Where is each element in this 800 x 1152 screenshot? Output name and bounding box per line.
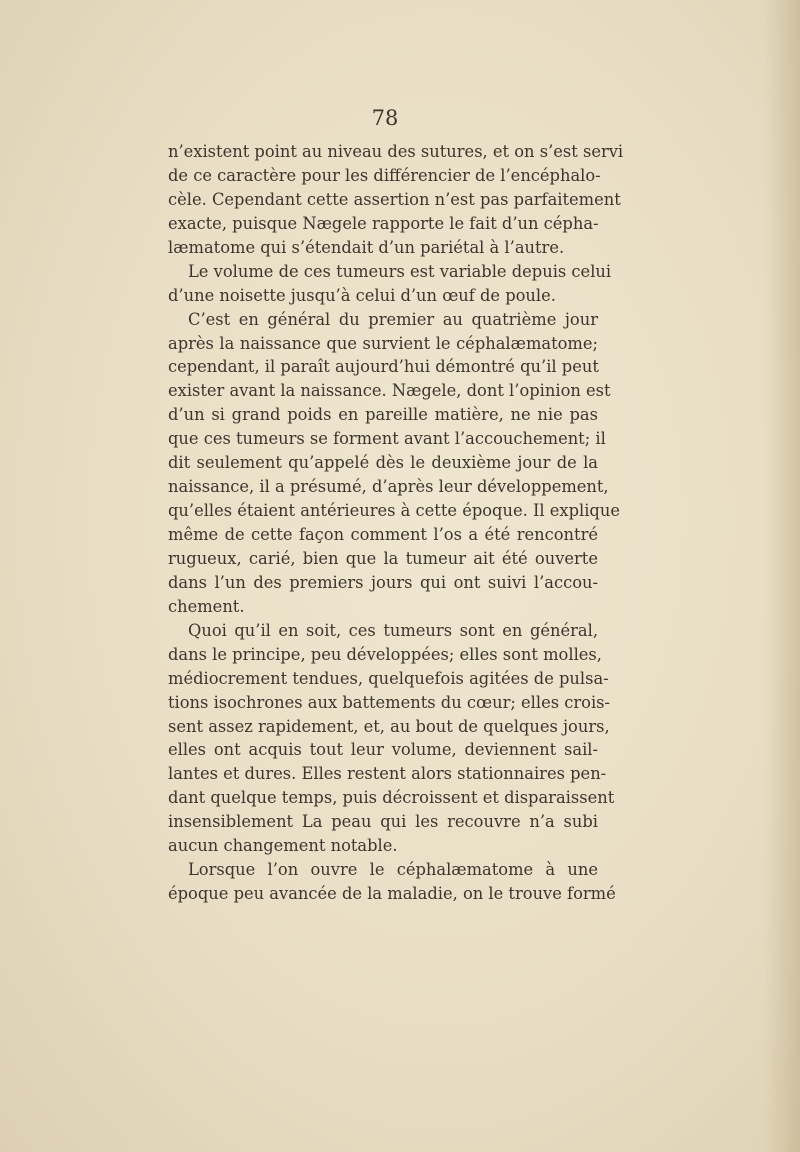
body-text — [168, 140, 624, 906]
text-line: de ce caractère pour les différencier de l’encéphalo- — [168, 165, 601, 185]
text-line: elles ont acquis tout leur volume, deviennent sail- — [168, 740, 598, 760]
text-line: d’une noisette jusqu’à celui d’un œuf de poule. — [168, 285, 556, 305]
text-line: dans le principe, peu développées; elles sont molles, — [168, 644, 602, 664]
text-line: rugueux, carié, bien que la tumeur ait été ouverte — [168, 548, 598, 568]
text-line: cependant, il paraît aujourd’hui démontré qu’il peut — [168, 357, 599, 377]
text-line: læmatome qui s’étendait d’un pariétal à l’autre. — [168, 237, 565, 257]
text-line: dant quelque temps, puis décroissent et disparaissent — [168, 788, 615, 808]
text-line: cèle. Cependant cette assertion n’est pas parfaitement — [168, 189, 621, 209]
text-line: Le volume de ces tumeurs est variable depuis celui — [188, 261, 612, 281]
text-line: sent assez rapidement, et, au bout de quelques jours, — [168, 716, 610, 736]
text-line: naissance, il a présumé, d’après leur développement, — [168, 477, 609, 497]
text-line: médiocrement tendues, quelquefois agitées de pulsa- — [168, 668, 609, 688]
text-line: tions isochrones aux battements du cœur; elles crois- — [168, 692, 611, 712]
text-line: après la naissance que survient le céphalæmatome; — [168, 333, 598, 353]
text-line: lantes et dures. Elles restent alors stationnaires pen- — [168, 764, 607, 784]
text-line: Quoi qu’il en soit, ces tumeurs sont en général, — [188, 620, 598, 640]
text-line: qu’elles étaient antérieures à cette époque. Il explique — [168, 501, 620, 521]
text-line: dans l’un des premiers jours qui ont suivi l’accou- — [168, 572, 598, 592]
text-line: exacte, puisque Nægele rapporte le fait d’un cépha- — [168, 213, 599, 233]
text-line: d’un si grand poids en pareille matière, ne nie pas — [168, 405, 598, 425]
page-number: 78 — [371, 106, 399, 130]
text-line: chement. — [168, 596, 245, 616]
text-line: époque peu avancée de la maladie, on le trouve formé — [168, 884, 616, 904]
text-line: aucun changement notable. — [168, 836, 398, 856]
text-line: même de cette façon comment l’os a été rencontré — [168, 525, 598, 544]
text-line: Lorsque l’on ouvre le céphalæmatome à une — [188, 860, 598, 880]
text-line: C’est en général du premier au quatrième jour — [188, 309, 598, 329]
text-line: insensiblement La peau qui les recouvre n’a subi — [168, 812, 598, 832]
text-line: n’existent point au niveau des sutures, et on s’est servi — [168, 142, 624, 161]
text-line: dit seulement qu’appelé dès le deuxième jour de la — [168, 453, 598, 473]
text-line: que ces tumeurs se forment avant l’accouchement; il — [168, 429, 606, 449]
text-line: exister avant la naissance. Nægele, dont l’opinion est — [168, 381, 611, 401]
